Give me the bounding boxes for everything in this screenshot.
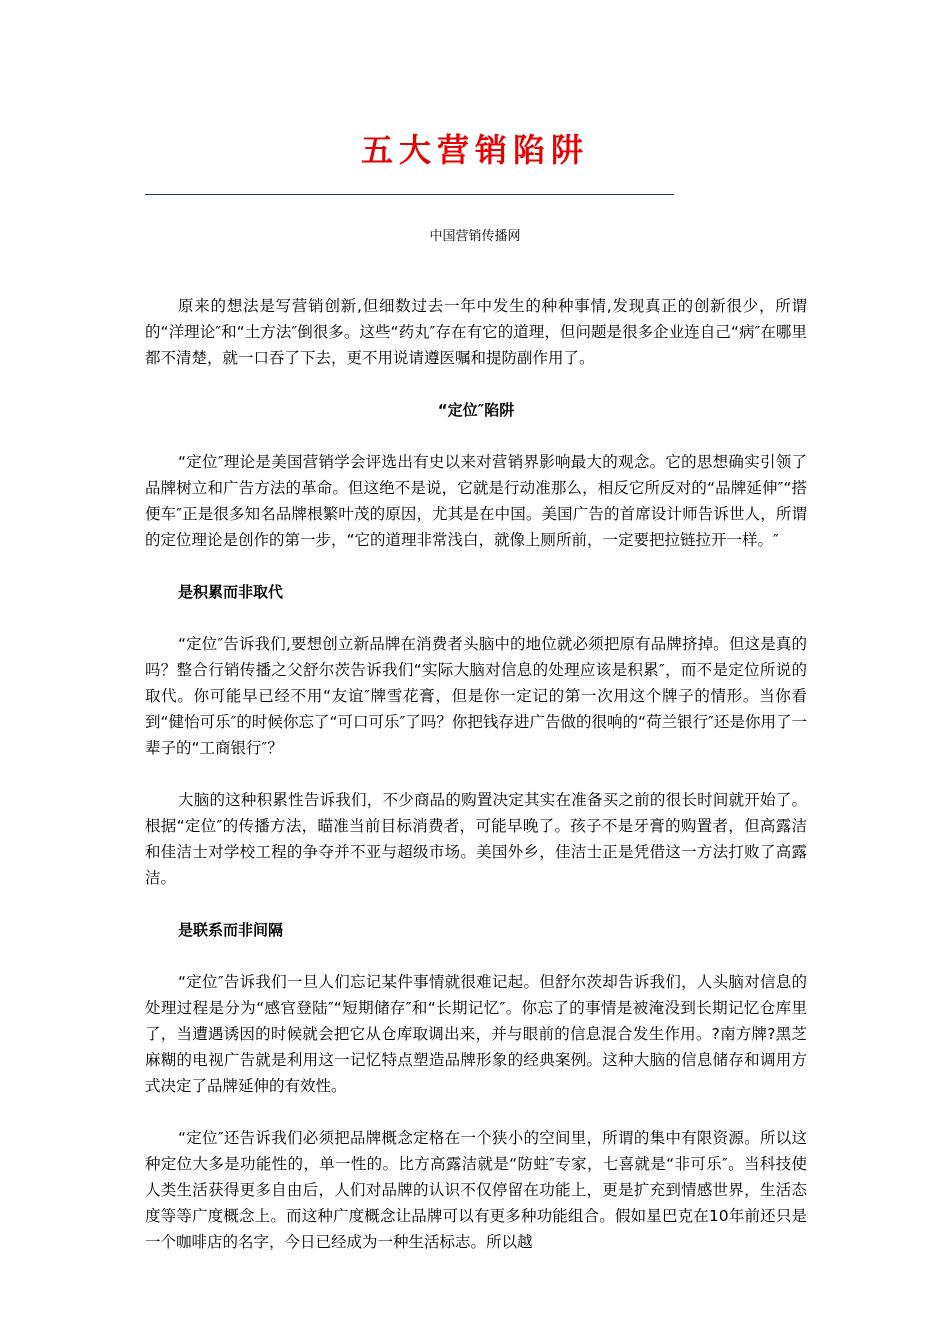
accumulation-paragraph-1: “定位″告诉我们,要想创立新品牌在消费者头脑中的地位就必须把原有品牌挤掉。但这是真的吗？整合行销传播之父舒尔茨告诉我们“实际大脑对信息的处理应该是积累″，而不是定位所说的取代。你可能早已经不用“友谊″牌雪花膏，但是你一定记的第一次用这个牌子的情形。当你看到“健怡可乐″的时候你忘了“可口可乐″了吗？你把钱存进广告做的很响的“荷兰银行″还是你用了一辈子的“工商银行″？ bbox=[145, 635, 807, 757]
source-line: 中国营销传播网 bbox=[429, 229, 521, 244]
accumulation-paragraph-2: 大脑的这种积累性告诉我们，不少商品的购置决定其实在准备买之前的很长时间就开始了。根据“定位″的传播方法，瞄准当前目标消费者，可能早晚了。孩子不是牙膏的购置者，但高露洁和佳洁士对学校工程的争夺并不亚与超级市场。美国外乡，佳洁士正是凭借这一方法打败了高露洁。 bbox=[145, 791, 807, 887]
section-heading-accumulation: 是积累而非取代 bbox=[178, 583, 284, 601]
connection-paragraph-1: “定位″告诉我们一旦人们忘记某件事情就很难记起。但舒尔茨却告诉我们，人头脑对信息的处理过程是分为“感官登陆″“短期储存″和“长期记忆″。你忘了的事情是被淹没到长期记忆仓库里了，当遭遇诱因的时候就会把它从仓库取调出来，并与眼前的信息混合发生作用。?南方牌?黑芝麻糊的电视广告就是利用这一记忆特点塑造品牌形象的经典案例。这种大脑的信息储存和调用方式决定了品牌延伸的有效性。 bbox=[145, 973, 807, 1095]
intro-paragraph: 原来的想法是写营销创新,但细数过去一年中发生的种种事情,发现真正的创新很少，所谓的“洋理论″和“土方法″倒很多。这些“药丸″存在有它的道理，但问题是很多企业连自己“病″在哪里都不清楚，就一口吞了下去，更不用说请遵医嘱和提防副作用了。 bbox=[145, 297, 807, 367]
connection-paragraph-2: “定位″还告诉我们必须把品牌概念定格在一个狭小的空间里，所谓的集中有限资源。所以这种定位大多是功能性的，单一性的。比方高露洁就是“防蛀″专家，七喜就是“非可乐″。当科技使人类生活获得更多自由后，人们对品牌的认识不仅停留在功能上，更是扩充到情感世界，生活态度等等广度概念上。而这种广度概念让品牌可以有更多种功能组合。假如星巴克在10年前还只是一个咖啡店的名字，今日已经成为一种生活标志。所以越 bbox=[145, 1129, 807, 1251]
page-title: 五大营销陷阱 bbox=[360, 131, 589, 169]
section-heading-connection: 是联系而非间隔 bbox=[178, 921, 284, 939]
positioning-paragraph: “定位″理论是美国营销学会评选出有史以来对营销界影响最大的观念。它的思想确实引领了品牌树立和广告方法的革命。但这绝不是说，它就是行动准那么，相反它所反对的“品牌延伸″“搭便车″正是很多知名品牌根繁叶茂的原因，尤其是在中国。美国广告的首席设计师告诉世人，所谓的定位理论是创作的第一步，“它的道理非常浅白，就像上厕所前，一定要把拉链拉开一样。″ bbox=[145, 453, 807, 549]
section-heading-positioning-trap: “定位″陷阱 bbox=[437, 401, 515, 419]
article-body bbox=[145, 293, 807, 1281]
title-divider bbox=[145, 194, 674, 195]
